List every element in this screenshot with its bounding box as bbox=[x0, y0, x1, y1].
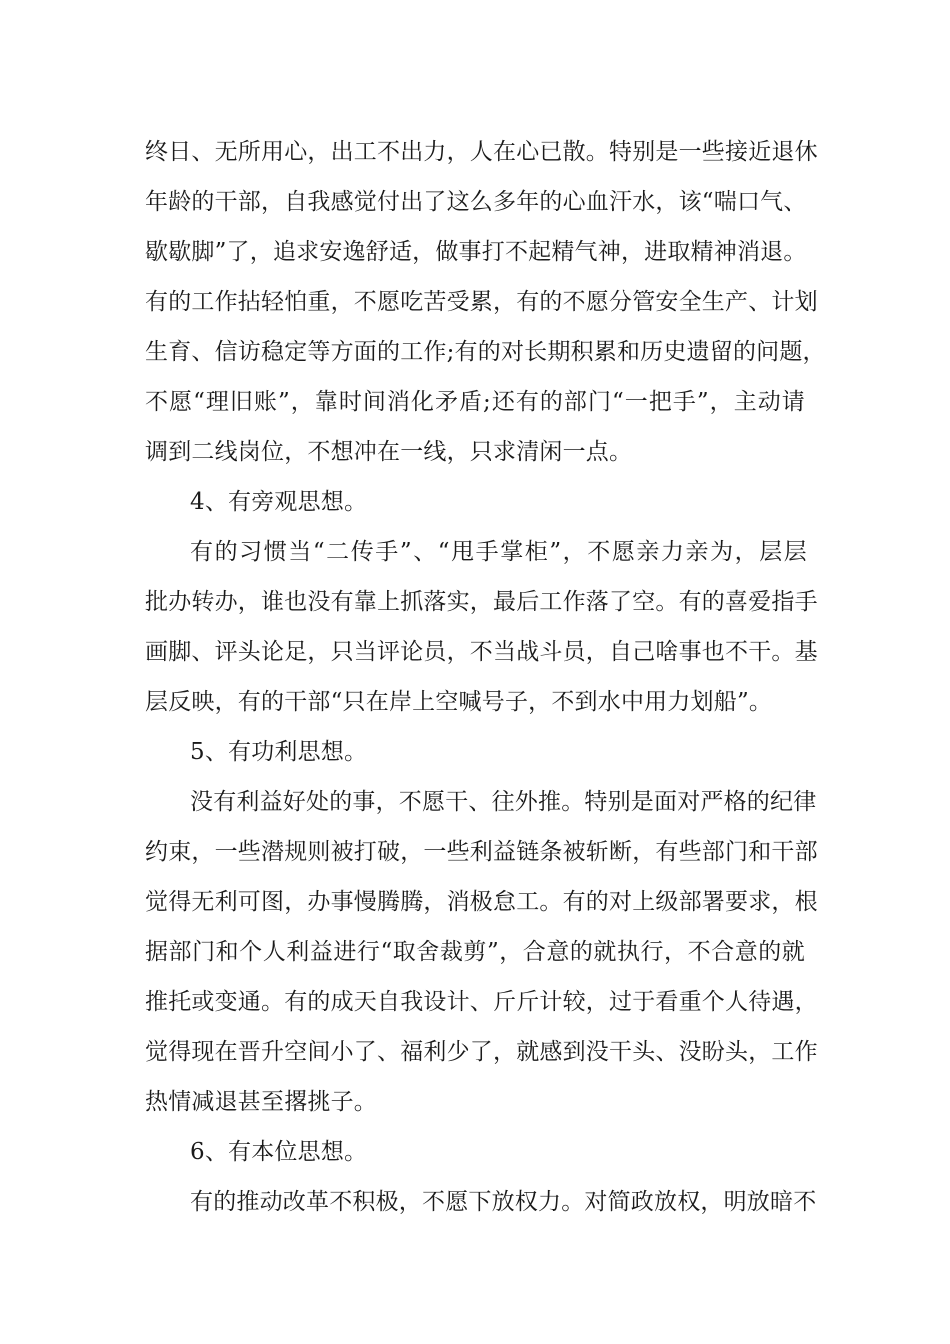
body-text-line: 批办转办，谁也没有靠上抓落实，最后工作落了空。有的喜爱指手 bbox=[145, 589, 818, 615]
body-text-line: 调到二线岗位，不想冲在一线，只求清闲一点。 bbox=[145, 439, 633, 465]
body-text-line: 生育、信访稳定等方面的工作;有的对长期积累和历史遗留的问题， bbox=[145, 339, 826, 365]
body-text-line: 终日、无所用心，出工不出力，人在心已散。特别是一些接近退休 bbox=[145, 139, 818, 165]
body-text-line: 有的工作拈轻怕重，不愿吃苦受累，有的不愿分管安全生产、计划 bbox=[145, 289, 818, 315]
body-text-line: 热情减退甚至撂挑子。 bbox=[145, 1089, 377, 1115]
body-text-line: 约束，一些潜规则被打破，一些利益链条被斩断，有些部门和干部 bbox=[145, 839, 818, 865]
body-text-line: 推托或变通。有的成天自我设计、斤斤计较，过于看重个人待遇， bbox=[145, 989, 818, 1015]
body-text-line: 层反映，有的干部“只在岸上空喊号子，不到水中用力划船”。 bbox=[145, 689, 773, 715]
body-text-line: 没有利益好处的事，不愿干、往外推。特别是面对严格的纪律 bbox=[190, 789, 817, 815]
section-heading: 5、有功利思想。 bbox=[190, 739, 368, 765]
body-text-line: 觉得无利可图，办事慢腾腾，消极怠工。有的对上级部署要求，根 bbox=[145, 889, 818, 915]
section-heading: 6、有本位思想。 bbox=[190, 1139, 368, 1165]
section-heading: 4、有旁观思想。 bbox=[190, 489, 368, 515]
body-text-line: 年龄的干部，自我感觉付出了这么多年的心血汗水，该“喘口气、 bbox=[145, 189, 807, 215]
body-text-line: 觉得现在晋升空间小了、福利少了，就感到没干头、没盼头，工作 bbox=[145, 1039, 818, 1065]
body-text-line: 画脚、评头论足，只当评论员，不当战斗员，自己啥事也不干。基 bbox=[145, 639, 818, 665]
body-text-line: 不愿“理旧账”，靠时间消化矛盾;还有的部门“一把手”，主动请 bbox=[145, 389, 805, 415]
body-text-line: 歇歇脚”了，追求安逸舒适，做事打不起精气神，进取精神消退。 bbox=[145, 239, 807, 265]
body-text-line: 有的推动改革不积极，不愿下放权力。对简政放权，明放暗不 bbox=[190, 1189, 817, 1215]
body-text-line: 据部门和个人利益进行“取舍裁剪”，合意的就执行，不合意的就 bbox=[145, 939, 805, 965]
body-text-line: 有的习惯当“二传手”、“甩手掌柜”，不愿亲力亲为，层层 bbox=[190, 539, 807, 565]
